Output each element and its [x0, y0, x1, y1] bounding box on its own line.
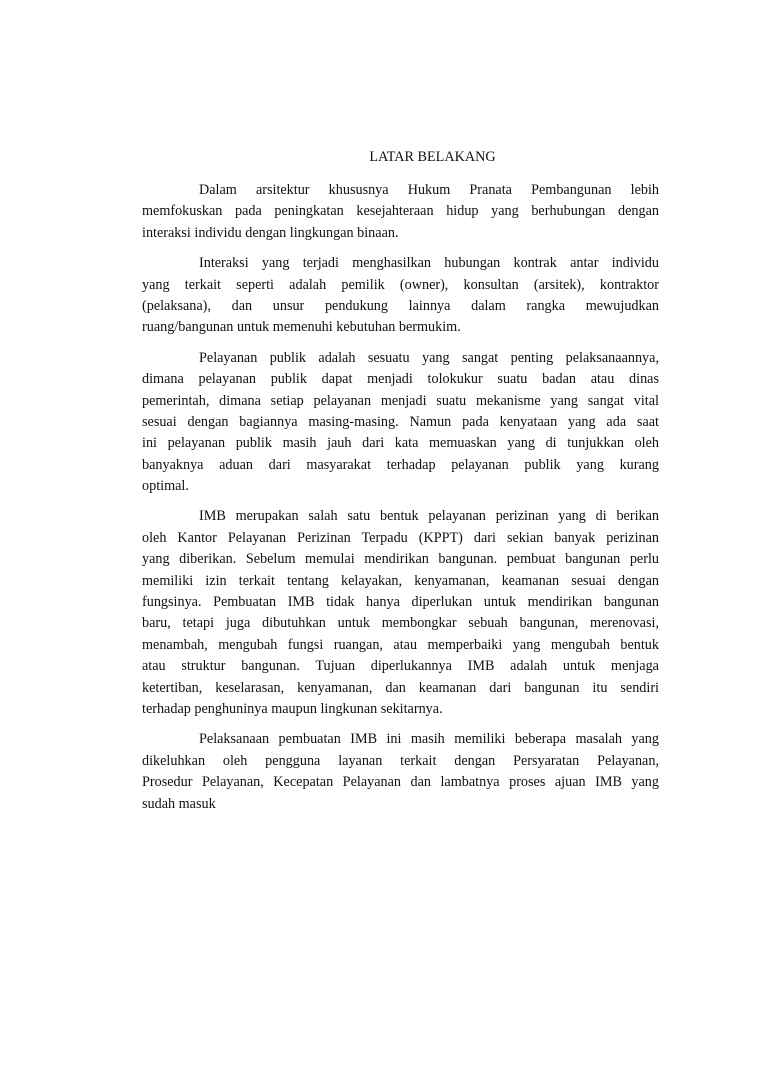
document-title: LATAR BELAKANG — [369, 149, 496, 165]
document-body — [142, 180, 659, 815]
paragraph-line: ini pelayanan publik masih jauh dari kata memuaskan yang di tunjukkan oleh — [142, 435, 659, 452]
paragraph — [142, 253, 659, 339]
paragraph-line: oleh Kantor Pelayanan Perizinan Terpadu (KPPT) dari sekian banyak perizinan — [142, 529, 659, 546]
paragraph — [142, 506, 659, 720]
paragraph-line: dikeluhkan oleh pengguna layanan terkait dengan Persyaratan Pelayanan, — [142, 752, 659, 769]
paragraph-line: baru, tetapi juga dibutuhkan untuk membongkar sebuah bangunan, merenovasi, — [142, 615, 659, 632]
paragraph-line: yang terkait seperti adalah pemilik (owner), konsultan (arsitek), kontraktor — [142, 276, 659, 293]
paragraph-line: fungsinya. Pembuatan IMB tidak hanya diperlukan untuk mendirikan bangunan — [142, 594, 659, 611]
paragraph-line: menambah, mengubah fungsi ruangan, atau memperbaiki yang mengubah bentuk — [142, 636, 659, 653]
paragraph-line: IMB merupakan salah satu bentuk pelayanan perizinan yang di berikan — [199, 508, 659, 525]
paragraph-line: memfokuskan pada peningkatan kesejahteraan hidup yang berhubungan dengan — [142, 203, 659, 220]
paragraph-line: ruang/bangunan untuk memenuhi kebutuhan bermukim. — [142, 319, 461, 336]
paragraph — [142, 180, 659, 244]
paragraph-line: (pelaksana), dan unsur pendukung lainnya dalam rangka mewujudkan — [142, 297, 659, 314]
paragraph-line: Pelayanan publik adalah sesuatu yang sangat penting pelaksanaannya, — [199, 349, 659, 366]
paragraph-line: sudah masuk — [142, 795, 216, 812]
paragraph-line: memiliki izin terkait tentang kelayakan, kenyamanan, keamanan sesuai dengan — [142, 572, 659, 589]
paragraph-line: interaksi individu dengan lingkungan binaan. — [142, 224, 399, 241]
paragraph-line: optimal. — [142, 478, 189, 495]
paragraph-line: Pelaksanaan pembuatan IMB ini masih memiliki beberapa masalah yang — [199, 731, 659, 748]
paragraph-line: pemerintah, dimana setiap pelayanan menjadi suatu mekanisme yang sangat vital — [142, 392, 659, 409]
paragraph-line: Dalam arsitektur khususnya Hukum Pranata Pembangunan lebih — [199, 182, 659, 198]
paragraph-line: atau struktur bangunan. Tujuan diperlukannya IMB adalah untuk menjaga — [142, 658, 659, 675]
paragraph — [142, 729, 659, 815]
paragraph-line: Interaksi yang terjadi menghasilkan hubungan kontrak antar individu — [199, 255, 659, 272]
paragraph — [142, 348, 659, 498]
paragraph-line: ketertiban, keselarasan, kenyamanan, dan keamanan dari bangunan itu sendiri — [142, 679, 659, 696]
paragraph-line: dimana pelayanan publik dapat menjadi tolokukur suatu badan atau dinas — [142, 371, 659, 388]
paragraph-line: Prosedur Pelayanan, Kecepatan Pelayanan dan lambatnya proses ajuan IMB yang — [142, 774, 659, 791]
paragraph-line: banyaknya aduan dari masyarakat terhadap pelayanan publik yang kurang — [142, 456, 659, 473]
document-page — [142, 146, 659, 824]
paragraph-line: terhadap penghuninya maupun lingkunan sekitarnya. — [142, 700, 443, 717]
paragraph-line: sesuai dengan bagiannya masing-masing. Namun pada kenyataan yang ada saat — [142, 413, 659, 430]
paragraph-line: yang diberikan. Sebelum memulai mendirikan bangunan. pembuat bangunan perlu — [142, 551, 659, 568]
